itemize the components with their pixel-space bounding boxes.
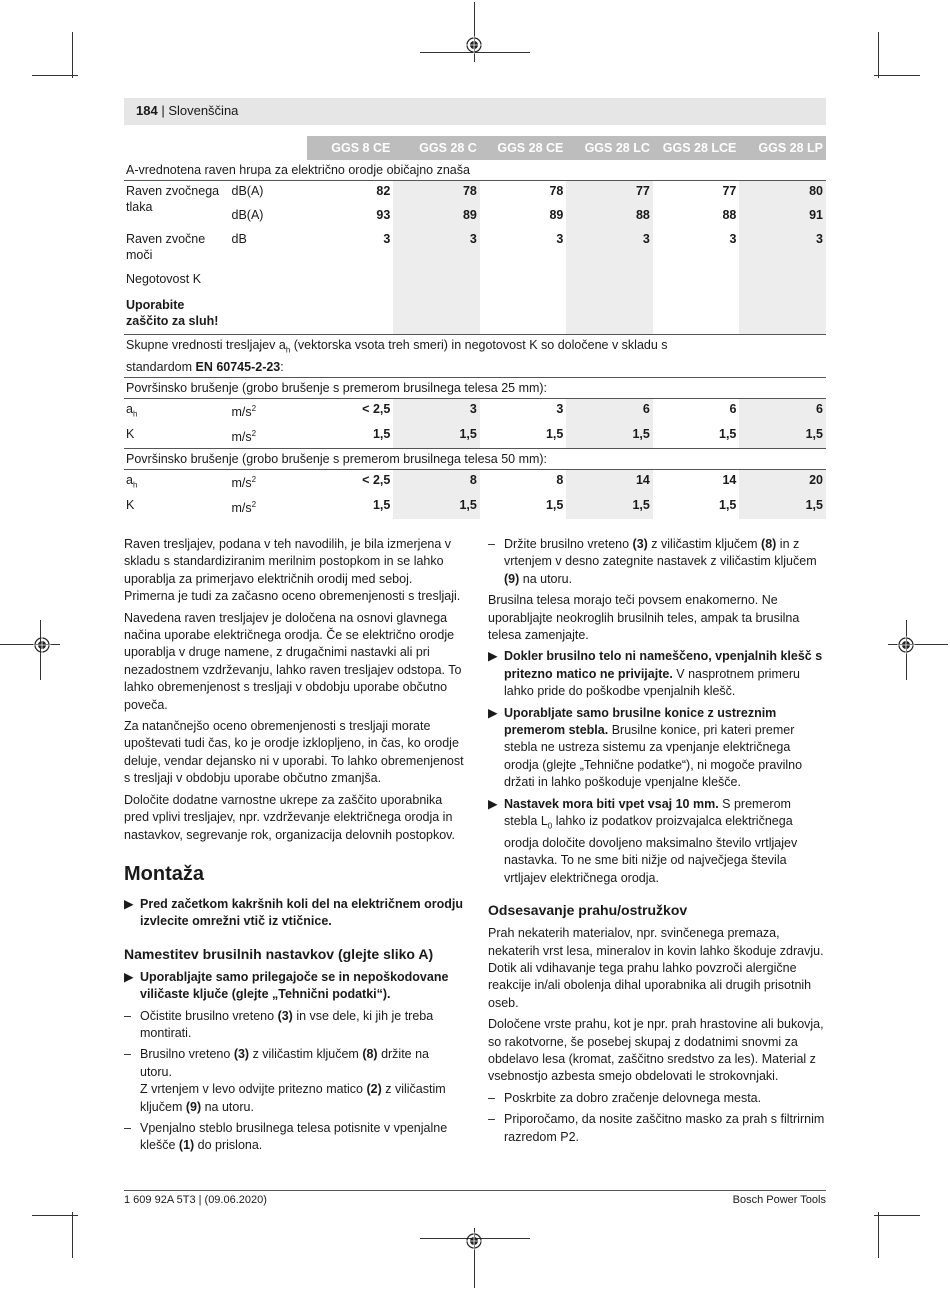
table-cell: 82 [307,181,394,205]
warning-item: ▶ Dokler brusilno telo ni nameščeno, vpenjalnih klešč s pritezno matico ne privijajte. V nasprotnem primeru lahko pride do poškodbe vpenjalnih klešč. [488,649,823,699]
table-cell: < 2,5 [307,469,394,495]
page-footer [124,1190,826,1206]
paragraph: Navedena raven tresljajev je določena na osnovi glavnega načina uporabe električnega orodja. Če se električno orodje uporablja v druge namene, z drugačnimi nastavki ali pri nezadostnem vzdrževanju, lahko raven tresljajev odstopa. To lahko obremenjenost s tresljaji v obdobju uporabe občutno poveča. [124,610,462,712]
list-item: – Držite brusilno vreteno (3) z viličastim ključem (8) in z vrtenjem v desno zategnite nastavek z viličastim ključem (9) na utoru. [488,537,817,586]
table-cell: 14 [566,469,653,495]
crop-mark [32,1215,78,1216]
page-language: Slovenščina [168,103,239,118]
arrow-icon: ▶ [488,649,498,664]
table-cell: 8 [480,469,567,495]
table-cell: 3 [393,229,480,269]
table-cell: 6 [566,398,653,424]
warning-item: ▶ Nastavek mora biti vpet vsaj 10 mm. S premerom stebla $L_0$ lahko iz podatkov proizvajalca električnega orodja določite dovoljeno maksimalno število vrtljajev nastavka. To ne sme biti nižje od največjega števila vrtljajev električnega orodja. [488,796,798,885]
table-row [124,398,826,424]
table-cell: 1,5 [372,498,391,512]
table-cell: < 2,5 [307,398,394,424]
table-cell: 1,5 [739,424,826,448]
paragraph: Brusilna telesa morajo teči povsem enakomerno. Ne uporabljajte neokroglih brusilnih teles, ampak ta brusilna telesa zamenjajte. [488,593,800,643]
paragraph: Za natančnejšo oceno obremenjenosti s tresljaji morate upoštevati tudi čas, ko je orodje izklopljeno, in čas, ko orodje deluje, vendar dejansko ni v uporabi. To lahko obremenjenost s tresljaji v obdobju uporabe občutno zmanjša. [124,719,464,786]
row-label: $a_h$ [124,398,230,424]
table-cell: 88 [722,207,737,222]
crop-mark [0,644,60,645]
column-header: GGS 28 CE [480,136,567,160]
table-cell: 1,5 [566,495,653,519]
table-cell: 1,5 [372,427,391,441]
table-cell: 89 [549,207,564,222]
table-cell: 77 [566,181,653,205]
crop-mark [878,32,879,78]
row-label: Negotovost K [126,271,202,286]
row-label: Raven zvočne moči [126,231,206,262]
table-row [124,495,826,519]
table-cell: 8 [393,469,480,495]
paragraph: Raven tresljajev, podana v teh navodilih, je bila izmerjena v skladu s standardiziranim merilnim postopkom in se lahko uporablja za primerjavo električnih orodij med seboj. Primerna je tudi za začasno oceno obremenjenosti s tresljaji. [124,537,461,604]
unit-label: $m/s^2$ [230,469,307,495]
table-header-row [124,136,826,160]
table-cell: 3 [566,229,653,269]
table-cell: 3 [480,398,567,424]
warning-item: ▶ Pred začetkom kakršnih koli del na električnem orodju izvlecite omrežni vtič iz vtičnice. [124,896,464,929]
section-heading-prah: Odsesavanje prahu/ostružkov [488,902,688,919]
paragraph: Prah nekaterih materialov, npr. svinčenega premaza, nekaterih vrst lesa, mineralov in kovin lahko škoduje zdravju. Dotik ali vdihavanje tega prahu lahko povzroči alergične reakcije in/ali obolenja dihal uporabnika ali drugih prisotnih oseb. [488,926,824,1010]
table-row [124,469,826,495]
unit-label: dB(A) [231,207,264,222]
warning-item: ▶ Uporabljate samo brusilne konice z ustreznim premerom stebla. Brusilne konice, pri kateri premer stebla ne ustreza sistemu za vpenjanje električnega orodja (glejte „Tehnične podatke“), ni mogoče pravilno držati in lahko poškoduje vpenjalne klešče. [488,705,803,790]
table-cell: 20 [739,469,826,495]
arrow-icon: ▶ [488,796,498,811]
list-item: – Brusilno vreteno (3) z viličastim ključem (8) držite na utoru. Z vrtenjem v levo odvijte pritezno matico (2) z viličastim ključem (9) na utoru. [124,1047,446,1114]
table-cell: 88 [566,205,653,229]
document-number: 1 609 92A 5T3 | (09.06.2020) [124,1194,267,1206]
registration-mark-icon [465,1232,483,1250]
arrow-icon: ▶ [124,896,134,911]
table-cell: 1,5 [393,495,480,519]
warning-item: ▶ Uporabljajte samo prilegajoče se in nepoškodovane viličaste ključe (glejte „Tehnični podatki“). [124,969,449,1002]
table-cell: 14 [653,469,740,495]
table-cell: 1,5 [393,424,480,448]
table-cell: 6 [653,398,740,424]
section-title-25mm: Površinsko brušenje (grobo brušenje s premerom brusilnega telesa 25 mm): [124,377,826,398]
brand-name: Bosch Power Tools [732,1194,826,1206]
section-heading-montaza: Montaža [124,862,204,885]
column-header: GGS 28 LCE [653,136,740,160]
list-item: – Priporočamo, da nosite zaščitno masko za prah s filtrirnim razredom P2. [488,1112,825,1144]
left-column [124,536,464,1159]
section-title-50mm: Površinsko brušenje (grobo brušenje s premerom brusilnega telesa 50 mm): [124,448,826,469]
list-item: – Poskrbite za dobro zračenje delovnega mesta. [488,1090,762,1105]
arrow-icon: ▶ [124,969,134,984]
table-cell: 3 [739,229,826,269]
table-cell: 1,5 [545,498,564,512]
table-cell: 3 [383,231,391,246]
table-cell: 93 [376,207,391,222]
table-cell: 77 [653,181,740,205]
table-cell: 1,5 [545,427,564,441]
list-item: – Očistite brusilno vreteno (3) in vse dele, ki jih je treba montirati. [124,1008,434,1040]
row-label: Raven zvočnega tlaka [124,181,230,229]
row-label: K [126,427,135,441]
table-cell: 78 [393,181,480,205]
unit-label: $m/s^2$ [230,398,307,424]
table-row [124,269,826,295]
vibration-note: Skupne vrednosti tresljajev $a_h$ (vektorska vsota treh smeri) in negotovost K so določene v skladu s standardom EN 60745-2-23: [124,335,826,378]
unit-label: dB(A) [230,181,307,205]
spec-table [124,136,826,519]
crop-mark [878,1212,879,1258]
unit-label: $m/s^2$ [231,500,257,516]
table-cell: 91 [739,205,826,229]
table-cell: 1,5 [719,498,737,512]
table-cell: 80 [739,181,826,205]
column-header: GGS 28 LC [566,136,653,160]
table-cell: 89 [393,205,480,229]
table-cell: 1,5 [719,427,737,441]
crop-mark [72,32,73,78]
registration-mark-icon [897,636,915,654]
right-column [488,536,826,1150]
table-cell: 78 [480,181,567,205]
registration-mark-icon [33,636,51,654]
table-cell: 1,5 [566,424,653,448]
crop-mark [72,1212,73,1258]
page-number: 184 [136,103,158,118]
registration-mark-icon [465,36,483,54]
table-cell: 6 [739,398,826,424]
hearing-protection-warning: Uporabite zaščito za sluh! [126,297,219,328]
row-label: $a_h$ [124,469,230,495]
crop-mark [874,1215,920,1216]
noise-section-title: A-vrednotena raven hrupa za električno orodje običajno znaša [126,163,470,177]
table-cell: 1,5 [739,495,826,519]
paragraph: Določene vrste prahu, kot je npr. prah hrastovine ali bukovja, so rakotvorne, še posebej skupaj z dodatnimi snovmi za obdelavo lesa (kromat, zaščitno sredstvo za les). Material z vsebnostjo azbesta smejo obdelovati le strokovnjaki. [488,1017,824,1084]
table-row [124,295,826,335]
table-cell: 3 [729,231,737,246]
paragraph: Določite dodatne varnostne ukrepe za zaščito uporabnika pred vplivi tresljajev, npr. vzdrževanje električnega orodja in nastavkov, segrevanje rok, organizacija delovnih postopkov. [124,792,455,842]
table-row [124,424,826,448]
crop-mark [874,75,920,76]
unit-label: dB [231,231,247,246]
table-cell: 3 [556,231,564,246]
row-label: K [126,498,135,512]
table-row [124,181,826,205]
column-header: GGS 28 C [393,136,480,160]
column-header: GGS 28 LP [739,136,826,160]
page-header: 184 | Slovenščina [124,98,826,125]
section-heading-namestitev: Namestitev brusilnih nastavkov (glejte sliko A) [124,945,434,962]
table-cell: 3 [393,398,480,424]
arrow-icon: ▶ [488,705,498,720]
crop-mark [32,75,78,76]
table-row [124,205,826,229]
table-row [124,229,826,269]
list-item: – Vpenjalno steblo brusilnega telesa potisnite v vpenjalne klešče (1) do prislona. [124,1120,448,1153]
vibration-note-row [124,335,826,378]
column-header: GGS 8 CE [307,136,394,160]
unit-label: $m/s^2$ [231,429,257,445]
